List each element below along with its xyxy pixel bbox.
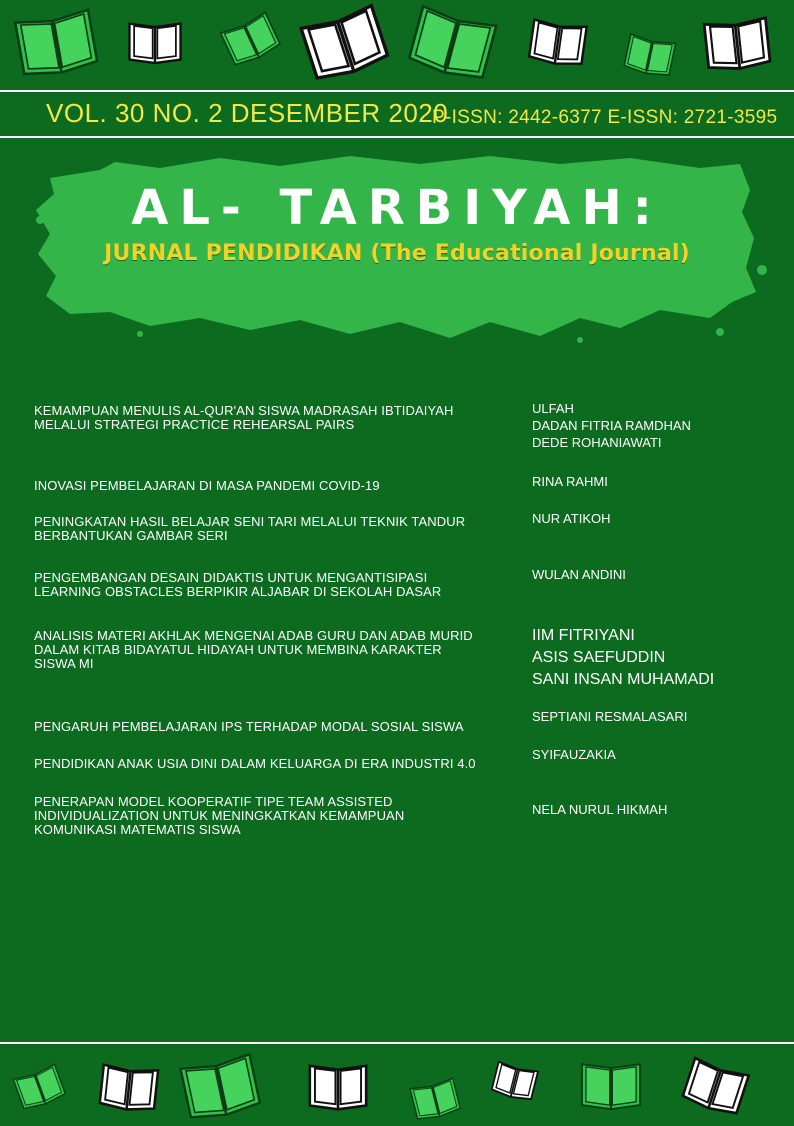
- article-title: PENDIDIKAN ANAK USIA DINI DALAM KELUARGA DI ERA INDUSTRI 4.0: [34, 756, 476, 771]
- article-authors: ULFAH DADAN FITRIA RAMDHAN DEDE ROHANIAWATI: [532, 401, 691, 450]
- white-book-icon: [126, 16, 184, 66]
- article-title: PENGARUH PEMBELAJARAN IPS TERHADAP MODAL SOSIAL SISWA: [34, 719, 464, 734]
- green-book-icon: [620, 27, 680, 81]
- header-divider: [0, 136, 794, 138]
- green-book-icon: [8, 1057, 70, 1115]
- green-book-icon: [8, 0, 104, 85]
- journal-subtitle: JURNAL PENDIDIKAN (The Educational Journal): [104, 241, 690, 266]
- article-authors: NUR ATIKOH: [532, 511, 611, 526]
- article-title: PENINGKATAN HASIL BELAJAR SENI TARI MELALUI TEKNIK TANDUR BERBANTUKAN GAMBAR SERI: [34, 514, 466, 543]
- article-title: PENGEMBANGAN DESAIN DIDAKTIS UNTUK MENGANTISIPASI LEARNING OBSTACLES BERPIKIR ALJABAR DI SEKOLAH DASAR: [34, 570, 442, 599]
- green-book-icon: [214, 4, 285, 71]
- white-book-icon: [293, 0, 396, 89]
- article-title: ANALISIS MATERI AKHLAK MENGENAI ADAB GURU DAN ADAB MURID DALAM KITAB BIDAYATUL HIDAYAH UNTUK MEMBINA KARAKTER SISWA MI: [34, 628, 473, 671]
- green-book-icon: [405, 1071, 464, 1126]
- article-authors: IIM FITRIYANI ASIS SAEFUDDIN SANI INSAN MUHAMADI: [532, 627, 715, 688]
- green-book-icon: [174, 1044, 266, 1125]
- article-title: INOVASI PEMBELAJARAN DI MASA PANDEMI COVID-19: [34, 478, 380, 493]
- issn-label: P-ISSN: 2442-6377 E-ISSN: 2721-3595: [432, 107, 778, 128]
- article-title: KEMAMPUAN MENULIS AL-QUR'AN SISWA MADRASAH IBTIDAIYAH MELALUI STRATEGI PRACTICE REHEARSAL PAIRS: [34, 403, 454, 432]
- green-book-icon: [578, 1054, 644, 1114]
- white-book-icon: [677, 1048, 756, 1123]
- green-book-icon: [402, 0, 504, 88]
- article-authors: WULAN ANDINI: [532, 567, 626, 582]
- top-divider: [0, 90, 794, 92]
- white-book-icon: [699, 9, 775, 76]
- volume-label: VOL. 30 NO. 2 DESEMBER 2020: [46, 98, 449, 128]
- white-book-icon: [488, 1055, 542, 1105]
- white-book-icon: [525, 10, 592, 72]
- issue-info: [46, 98, 776, 129]
- article-authors: SEPTIANI RESMALASARI: [532, 709, 688, 724]
- bottom-divider: [0, 1042, 794, 1044]
- article-authors: NELA NURUL HIKMAH: [532, 802, 668, 817]
- white-book-icon: [306, 1056, 370, 1114]
- journal-title: AL- TARBIYAH:: [131, 180, 663, 236]
- article-title: PENERAPAN MODEL KOOPERATIF TIPE TEAM ASSISTED INDIVIDUALIZATION UNTUK MENINGKATKAN KEMAMPUAN KOMUNIKASI MATEMATIS SISWA: [34, 794, 405, 837]
- article-authors: SYIFAUZAKIA: [532, 747, 616, 762]
- white-book-icon: [95, 1055, 163, 1117]
- article-authors: RINA RAHMI: [532, 474, 608, 489]
